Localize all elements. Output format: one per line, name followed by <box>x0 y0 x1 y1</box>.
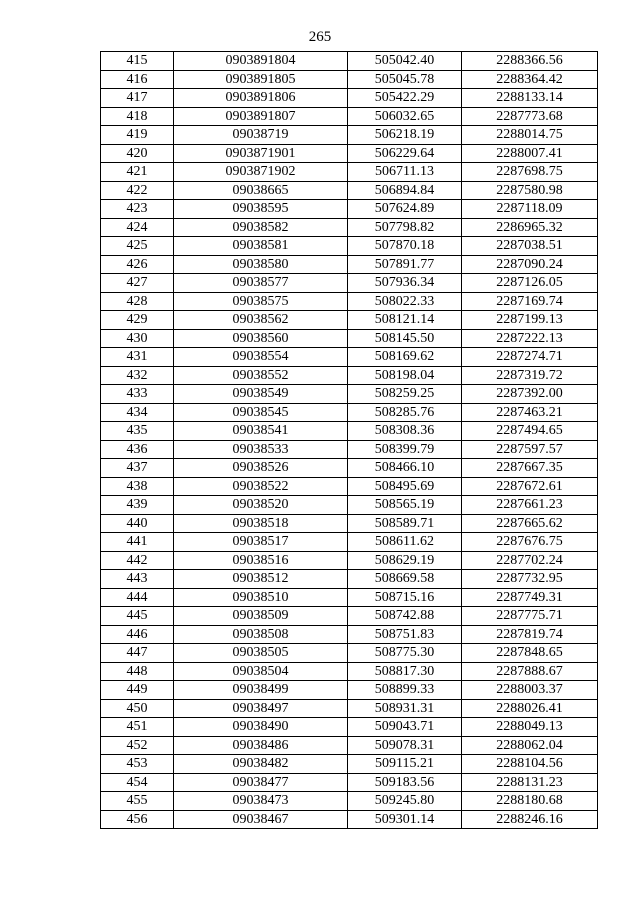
row-index-cell: 435 <box>101 422 174 441</box>
x-coordinate-cell: 508466.10 <box>348 459 462 478</box>
point-code-cell: 09038518 <box>174 514 348 533</box>
table-row <box>101 218 598 237</box>
point-code-cell: 09038560 <box>174 329 348 348</box>
y-coordinate-cell: 2287732.95 <box>462 570 598 589</box>
row-index-cell: 432 <box>101 366 174 385</box>
point-code-cell: 09038505 <box>174 644 348 663</box>
table-row <box>101 459 598 478</box>
y-coordinate-cell: 2287819.74 <box>462 625 598 644</box>
table-row <box>101 422 598 441</box>
x-coordinate-cell: 509245.80 <box>348 792 462 811</box>
table-row <box>101 662 598 681</box>
point-code-cell: 09038552 <box>174 366 348 385</box>
row-index-cell: 420 <box>101 144 174 163</box>
point-code-cell: 09038562 <box>174 311 348 330</box>
y-coordinate-cell: 2287749.31 <box>462 588 598 607</box>
table-row <box>101 52 598 71</box>
row-index-cell: 416 <box>101 70 174 89</box>
y-coordinate-cell: 2287672.61 <box>462 477 598 496</box>
x-coordinate-cell: 508715.16 <box>348 588 462 607</box>
row-index-cell: 437 <box>101 459 174 478</box>
table-row <box>101 126 598 145</box>
row-index-cell: 423 <box>101 200 174 219</box>
table-row <box>101 255 598 274</box>
point-code-cell: 09038510 <box>174 588 348 607</box>
x-coordinate-cell: 506229.64 <box>348 144 462 163</box>
y-coordinate-cell: 2288104.56 <box>462 755 598 774</box>
x-coordinate-cell: 508817.30 <box>348 662 462 681</box>
table-row <box>101 70 598 89</box>
point-code-cell: 09038520 <box>174 496 348 515</box>
x-coordinate-cell: 508308.36 <box>348 422 462 441</box>
row-index-cell: 434 <box>101 403 174 422</box>
coordinates-table <box>100 51 598 829</box>
point-code-cell: 09038719 <box>174 126 348 145</box>
table-row <box>101 329 598 348</box>
point-code-cell: 09038526 <box>174 459 348 478</box>
table-row <box>101 107 598 126</box>
x-coordinate-cell: 508169.62 <box>348 348 462 367</box>
row-index-cell: 440 <box>101 514 174 533</box>
point-code-cell: 09038577 <box>174 274 348 293</box>
row-index-cell: 439 <box>101 496 174 515</box>
y-coordinate-cell: 2287274.71 <box>462 348 598 367</box>
table-row <box>101 181 598 200</box>
point-code-cell: 09038509 <box>174 607 348 626</box>
point-code-cell: 09038522 <box>174 477 348 496</box>
point-code-cell: 09038541 <box>174 422 348 441</box>
y-coordinate-cell: 2287494.65 <box>462 422 598 441</box>
x-coordinate-cell: 508589.71 <box>348 514 462 533</box>
y-coordinate-cell: 2288003.37 <box>462 681 598 700</box>
point-code-cell: 09038549 <box>174 385 348 404</box>
row-index-cell: 436 <box>101 440 174 459</box>
row-index-cell: 438 <box>101 477 174 496</box>
table-row <box>101 477 598 496</box>
table-row <box>101 533 598 552</box>
point-code-cell: 09038575 <box>174 292 348 311</box>
table-row <box>101 274 598 293</box>
table-row <box>101 366 598 385</box>
row-index-cell: 415 <box>101 52 174 71</box>
table-row <box>101 200 598 219</box>
x-coordinate-cell: 505042.40 <box>348 52 462 71</box>
row-index-cell: 452 <box>101 736 174 755</box>
row-index-cell: 449 <box>101 681 174 700</box>
y-coordinate-cell: 2287661.23 <box>462 496 598 515</box>
row-index-cell: 419 <box>101 126 174 145</box>
point-code-cell: 09038497 <box>174 699 348 718</box>
row-index-cell: 424 <box>101 218 174 237</box>
row-index-cell: 454 <box>101 773 174 792</box>
x-coordinate-cell: 509183.56 <box>348 773 462 792</box>
point-code-cell: 0903891806 <box>174 89 348 108</box>
y-coordinate-cell: 2287775.71 <box>462 607 598 626</box>
point-code-cell: 09038486 <box>174 736 348 755</box>
y-coordinate-cell: 2288131.23 <box>462 773 598 792</box>
row-index-cell: 433 <box>101 385 174 404</box>
row-index-cell: 451 <box>101 718 174 737</box>
row-index-cell: 444 <box>101 588 174 607</box>
table-row <box>101 551 598 570</box>
row-index-cell: 447 <box>101 644 174 663</box>
y-coordinate-cell: 2287038.51 <box>462 237 598 256</box>
y-coordinate-cell: 2287667.35 <box>462 459 598 478</box>
x-coordinate-cell: 508742.88 <box>348 607 462 626</box>
table-row <box>101 588 598 607</box>
point-code-cell: 09038517 <box>174 533 348 552</box>
y-coordinate-cell: 2288366.56 <box>462 52 598 71</box>
table-row <box>101 607 598 626</box>
row-index-cell: 446 <box>101 625 174 644</box>
point-code-cell: 09038554 <box>174 348 348 367</box>
y-coordinate-cell: 2288180.68 <box>462 792 598 811</box>
coordinates-table-body <box>101 52 598 829</box>
row-index-cell: 426 <box>101 255 174 274</box>
y-coordinate-cell: 2288049.13 <box>462 718 598 737</box>
row-index-cell: 443 <box>101 570 174 589</box>
x-coordinate-cell: 507624.89 <box>348 200 462 219</box>
row-index-cell: 430 <box>101 329 174 348</box>
y-coordinate-cell: 2288014.75 <box>462 126 598 145</box>
table-row <box>101 644 598 663</box>
point-code-cell: 0903871901 <box>174 144 348 163</box>
table-row <box>101 292 598 311</box>
table-row <box>101 311 598 330</box>
y-coordinate-cell: 2287665.62 <box>462 514 598 533</box>
point-code-cell: 09038499 <box>174 681 348 700</box>
table-row <box>101 403 598 422</box>
row-index-cell: 453 <box>101 755 174 774</box>
point-code-cell: 09038482 <box>174 755 348 774</box>
row-index-cell: 429 <box>101 311 174 330</box>
y-coordinate-cell: 2287169.74 <box>462 292 598 311</box>
y-coordinate-cell: 2287118.09 <box>462 200 598 219</box>
row-index-cell: 442 <box>101 551 174 570</box>
y-coordinate-cell: 2286965.32 <box>462 218 598 237</box>
row-index-cell: 455 <box>101 792 174 811</box>
table-row <box>101 385 598 404</box>
x-coordinate-cell: 506032.65 <box>348 107 462 126</box>
y-coordinate-cell: 2287888.67 <box>462 662 598 681</box>
point-code-cell: 09038504 <box>174 662 348 681</box>
x-coordinate-cell: 508399.79 <box>348 440 462 459</box>
point-code-cell: 09038490 <box>174 718 348 737</box>
y-coordinate-cell: 2288007.41 <box>462 144 598 163</box>
row-index-cell: 431 <box>101 348 174 367</box>
point-code-cell: 0903891805 <box>174 70 348 89</box>
x-coordinate-cell: 508145.50 <box>348 329 462 348</box>
y-coordinate-cell: 2288246.16 <box>462 810 598 829</box>
table-row <box>101 144 598 163</box>
x-coordinate-cell: 509078.31 <box>348 736 462 755</box>
y-coordinate-cell: 2287199.13 <box>462 311 598 330</box>
point-code-cell: 09038665 <box>174 181 348 200</box>
table-row <box>101 570 598 589</box>
x-coordinate-cell: 508899.33 <box>348 681 462 700</box>
y-coordinate-cell: 2287222.13 <box>462 329 598 348</box>
row-index-cell: 441 <box>101 533 174 552</box>
x-coordinate-cell: 508751.83 <box>348 625 462 644</box>
y-coordinate-cell: 2287580.98 <box>462 181 598 200</box>
row-index-cell: 427 <box>101 274 174 293</box>
row-index-cell: 418 <box>101 107 174 126</box>
x-coordinate-cell: 508495.69 <box>348 477 462 496</box>
y-coordinate-cell: 2287126.05 <box>462 274 598 293</box>
point-code-cell: 09038512 <box>174 570 348 589</box>
x-coordinate-cell: 508611.62 <box>348 533 462 552</box>
x-coordinate-cell: 508285.76 <box>348 403 462 422</box>
y-coordinate-cell: 2288026.41 <box>462 699 598 718</box>
point-code-cell: 09038477 <box>174 773 348 792</box>
y-coordinate-cell: 2287773.68 <box>462 107 598 126</box>
y-coordinate-cell: 2287597.57 <box>462 440 598 459</box>
row-index-cell: 421 <box>101 163 174 182</box>
y-coordinate-cell: 2287698.75 <box>462 163 598 182</box>
table-row <box>101 514 598 533</box>
x-coordinate-cell: 506894.84 <box>348 181 462 200</box>
y-coordinate-cell: 2287848.65 <box>462 644 598 663</box>
row-index-cell: 448 <box>101 662 174 681</box>
y-coordinate-cell: 2287319.72 <box>462 366 598 385</box>
x-coordinate-cell: 505045.78 <box>348 70 462 89</box>
table-row <box>101 348 598 367</box>
x-coordinate-cell: 509043.71 <box>348 718 462 737</box>
x-coordinate-cell: 507891.77 <box>348 255 462 274</box>
x-coordinate-cell: 507798.82 <box>348 218 462 237</box>
y-coordinate-cell: 2287090.24 <box>462 255 598 274</box>
row-index-cell: 428 <box>101 292 174 311</box>
x-coordinate-cell: 508259.25 <box>348 385 462 404</box>
point-code-cell: 0903871902 <box>174 163 348 182</box>
table-row <box>101 792 598 811</box>
x-coordinate-cell: 508565.19 <box>348 496 462 515</box>
table-row <box>101 237 598 256</box>
point-code-cell: 09038580 <box>174 255 348 274</box>
x-coordinate-cell: 507870.18 <box>348 237 462 256</box>
y-coordinate-cell: 2287463.21 <box>462 403 598 422</box>
point-code-cell: 09038516 <box>174 551 348 570</box>
point-code-cell: 09038473 <box>174 792 348 811</box>
x-coordinate-cell: 508022.33 <box>348 292 462 311</box>
y-coordinate-cell: 2288062.04 <box>462 736 598 755</box>
point-code-cell: 09038595 <box>174 200 348 219</box>
row-index-cell: 417 <box>101 89 174 108</box>
table-row <box>101 773 598 792</box>
x-coordinate-cell: 509301.14 <box>348 810 462 829</box>
point-code-cell: 09038533 <box>174 440 348 459</box>
x-coordinate-cell: 508198.04 <box>348 366 462 385</box>
point-code-cell: 09038582 <box>174 218 348 237</box>
x-coordinate-cell: 506218.19 <box>348 126 462 145</box>
row-index-cell: 445 <box>101 607 174 626</box>
x-coordinate-cell: 508121.14 <box>348 311 462 330</box>
y-coordinate-cell: 2287702.24 <box>462 551 598 570</box>
table-row <box>101 440 598 459</box>
table-row <box>101 89 598 108</box>
row-index-cell: 450 <box>101 699 174 718</box>
table-row <box>101 810 598 829</box>
table-row <box>101 163 598 182</box>
y-coordinate-cell: 2288133.14 <box>462 89 598 108</box>
y-coordinate-cell: 2287676.75 <box>462 533 598 552</box>
table-row <box>101 699 598 718</box>
table-row <box>101 736 598 755</box>
x-coordinate-cell: 508931.31 <box>348 699 462 718</box>
point-code-cell: 0903891807 <box>174 107 348 126</box>
row-index-cell: 456 <box>101 810 174 829</box>
page-number: 265 <box>308 29 332 45</box>
x-coordinate-cell: 508629.19 <box>348 551 462 570</box>
table-row <box>101 681 598 700</box>
table-row <box>101 755 598 774</box>
y-coordinate-cell: 2288364.42 <box>462 70 598 89</box>
x-coordinate-cell: 508775.30 <box>348 644 462 663</box>
point-code-cell: 0903891804 <box>174 52 348 71</box>
table-row <box>101 496 598 515</box>
x-coordinate-cell: 509115.21 <box>348 755 462 774</box>
point-code-cell: 09038545 <box>174 403 348 422</box>
row-index-cell: 425 <box>101 237 174 256</box>
x-coordinate-cell: 508669.58 <box>348 570 462 589</box>
x-coordinate-cell: 507936.34 <box>348 274 462 293</box>
x-coordinate-cell: 506711.13 <box>348 163 462 182</box>
table-row <box>101 625 598 644</box>
point-code-cell: 09038581 <box>174 237 348 256</box>
x-coordinate-cell: 505422.29 <box>348 89 462 108</box>
y-coordinate-cell: 2287392.00 <box>462 385 598 404</box>
row-index-cell: 422 <box>101 181 174 200</box>
point-code-cell: 09038508 <box>174 625 348 644</box>
table-row <box>101 718 598 737</box>
point-code-cell: 09038467 <box>174 810 348 829</box>
